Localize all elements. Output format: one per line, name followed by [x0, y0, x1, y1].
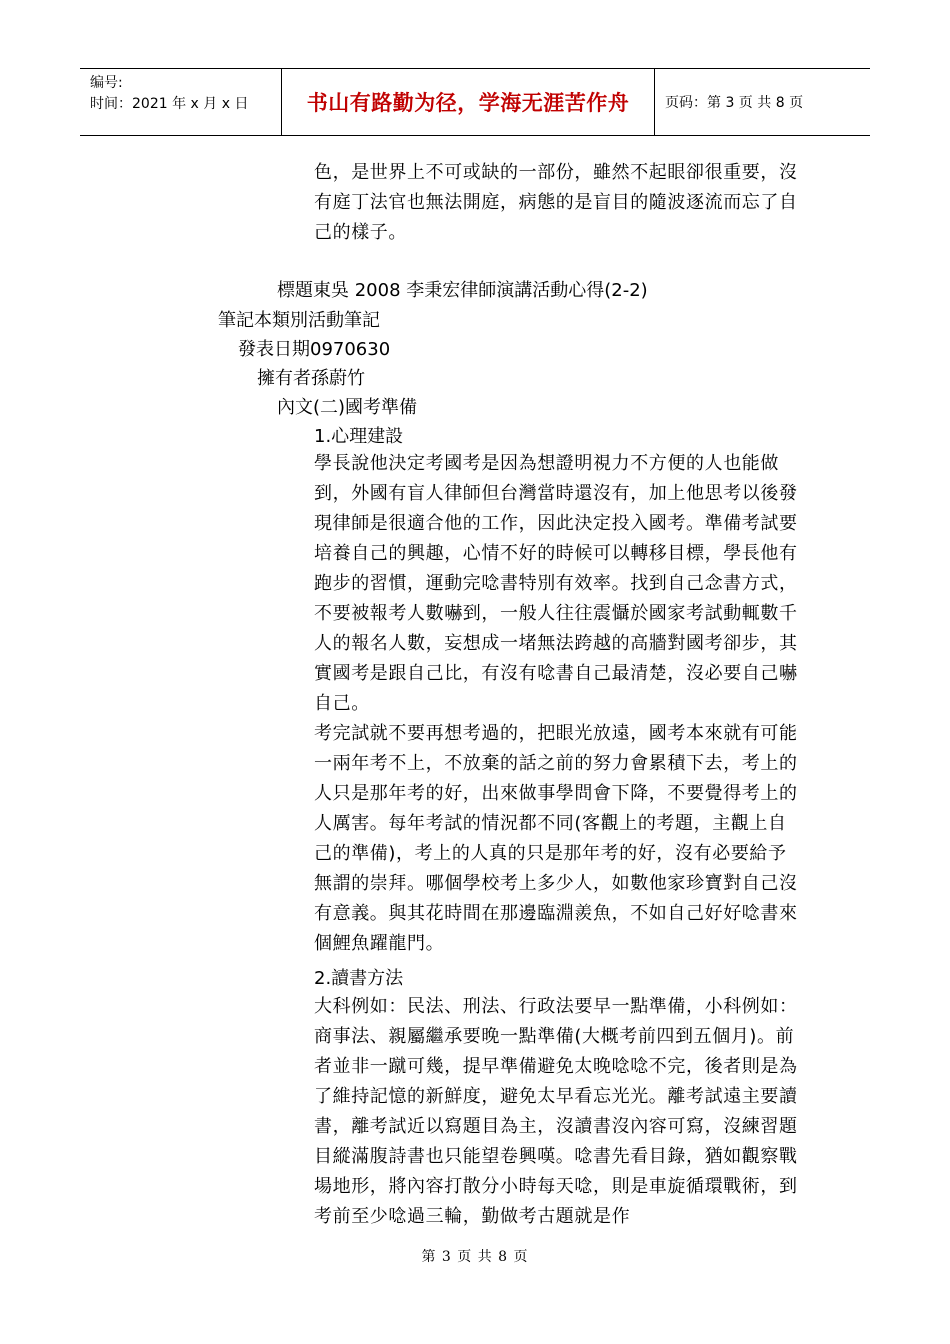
- header-motto: 书山有路勤为径，学海无涯苦作舟: [281, 69, 655, 135]
- content-line: 內文(二)國考準備: [277, 397, 418, 418]
- owner-line: 擁有者孫蔚竹: [257, 368, 365, 389]
- header-page-label: 页码：第 3 页 共 8 页: [665, 95, 804, 111]
- intro-text: 色，是世界上不可或缺的一部份，雖然不起眼卻很重要，沒有庭丁法官也無法開庭，病態的是盲目的隨波逐流而忘了自己的樣子。: [314, 162, 798, 243]
- section2-body: [314, 992, 804, 1232]
- document-time-label: 时间：2021 年 x 月 x 日: [90, 96, 249, 112]
- section1-paragraph-2: 考完試就不要再想考過的，把眼光放遠，國考本來就有可能一兩年考不上，不放棄的話之前的努力會累積下去，考上的人只是那年考的好，出來做事學問會下降，不要覺得考上的人厲害。每年考試的情況都不同(客觀上的考題，主觀上自己的準備)，考上的人真的只是那年考的好，沒有必要給予無謂的崇拜。哪個學校考上多少人，如數他家珍寶對自己沒有意義。與其花時間在那邊臨淵羨魚，不如自己好好唸書來個鯉魚躍龍門。: [314, 723, 798, 954]
- page-header: [80, 68, 870, 136]
- section1-heading: 1.心理建設: [314, 426, 404, 447]
- section2-heading: 2.讀書方法: [314, 968, 404, 989]
- title-line: 標題東吳 2008 李秉宏律師演講活動心得(2-2): [277, 280, 648, 301]
- intro-paragraph: [314, 158, 804, 248]
- section1-paragraph-1: 學長說他決定考國考是因為想證明視力不方便的人也能做到，外國有盲人律師但台灣當時還沒有，加上他思考以後發現律師是很適合他的工作，因此決定投入國考。準備考試要培養自己的興趣，心情不好的時候可以轉移目標，學長他有跑步的習慣，運動完唸書特別有效率。找到自己念書方式，不要被報考人數嚇到，一般人往往震懾於國家考試動輒數千人的報名人數，妄想成一堵無法跨越的高牆對國考卻步，其實國考是跟自己比，有沒有唸書自己最清楚，沒必要自己嚇自己。: [314, 453, 798, 714]
- header-meta: [80, 69, 281, 135]
- section1-body: [314, 449, 804, 959]
- section2-paragraph-1: 大科例如：民法、刑法、行政法要早一點準備，小科例如：商事法、親屬繼承要晚一點準備(大概考前四到五個月)。前者並非一蹴可幾，提早準備避免太晚唸唸不完，後者則是為了維持記憶的新鮮度，避免太早看忘光光。離考試遠主要讀書，離考試近以寫題目為主，沒讀書沒內容可寫，沒練習題目縱滿腹詩書也只能望卷興嘆。唸書先看目錄，猶如觀察戰場地形，將內容打散分小時每天唸，則是車旋循環戰術，到考前至少唸過三輪，勤做考古題就是作: [314, 996, 798, 1227]
- page-footer: 第 3 页 共 8 页: [421, 1249, 529, 1265]
- document-number-label: 编号:: [90, 75, 123, 91]
- date-line: 發表日期0970630: [238, 339, 391, 360]
- category-line: 筆記本類別活動筆記: [218, 310, 380, 331]
